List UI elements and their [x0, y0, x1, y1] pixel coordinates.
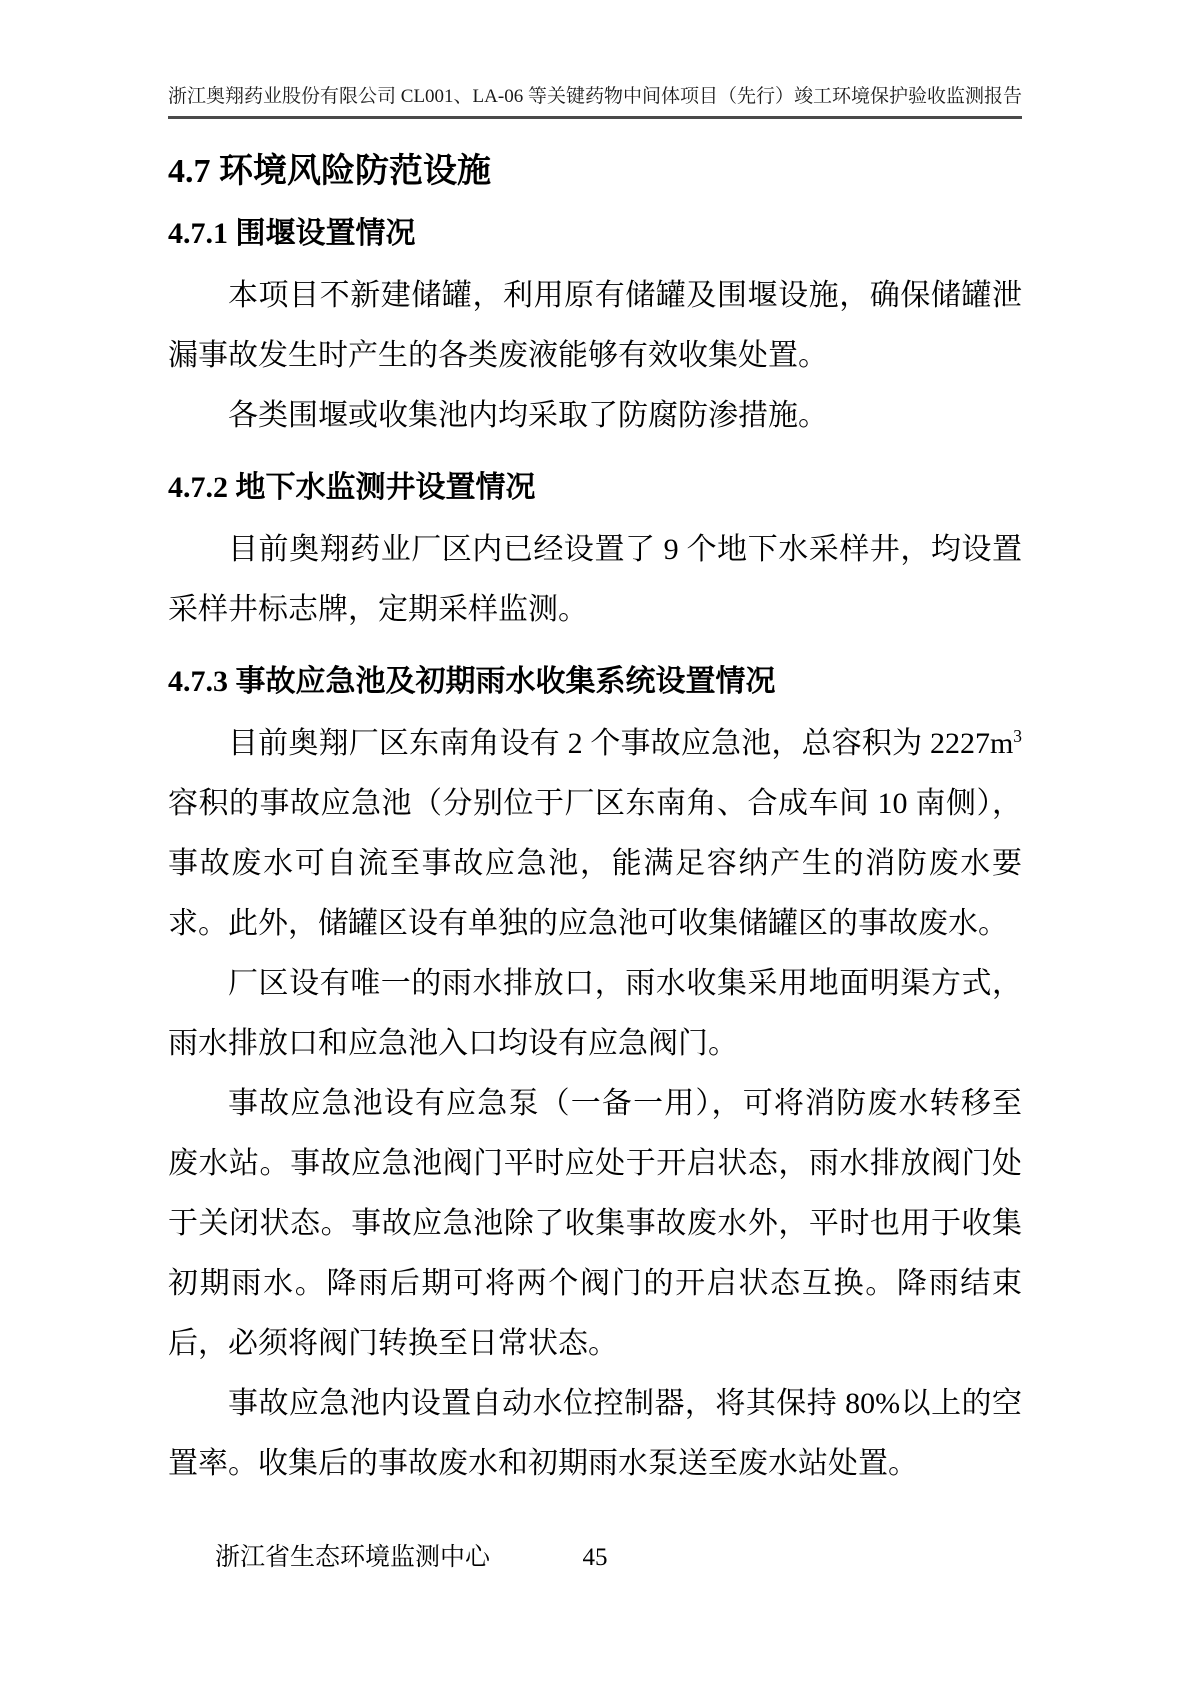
- section-heading-4-7: 4.7 环境风险防范设施: [168, 153, 491, 190]
- section-heading-4-7-2: 4.7.2 地下水监测井设置情况: [168, 471, 536, 504]
- paragraph-text-after-superscript: 容积的事故应急池（分别位于厂区东南角、合成车间 10 南侧），事故废水可自流至事故应急池，能满足容纳产生的消防废水要求。此外，储罐区设有单独的应急池可收集储罐区的事故废水。: [168, 787, 1022, 940]
- paragraph-emergency-pump-valves: 事故应急池设有应急泵（一备一用），可将消防废水转移至废水站。事故应急池阀门平时应处于开启状态，雨水排放阀门处于关闭状态。事故应急池除了收集事故废水外，平时也用于收集初期雨水。降雨后期可将两个阀门的开启状态互换。降雨结束后，必须将阀门转换至日常状态。: [168, 1087, 1022, 1360]
- paragraph-rainwater-outlet: 厂区设有唯一的雨水排放口，雨水收集采用地面明渠方式，雨水排放口和应急池入口均设有应急阀门。: [168, 967, 1022, 1060]
- paragraph-anticorrosion: 各类围堰或收集池内均采取了防腐防渗措施。: [228, 399, 828, 432]
- page-number: 45: [582, 1544, 608, 1571]
- page-header: [168, 84, 1022, 119]
- page-footer: [0, 1542, 1190, 1582]
- superscript-cubic-meter: 3: [1013, 726, 1022, 746]
- section-heading-4-7-3: 4.7.3 事故应急池及初期雨水收集系统设置情况: [168, 665, 776, 698]
- header-title: 浙江奥翔药业股份有限公司 CL001、LA-06 等关键药物中间体项目（先行）竣工环境保护验收监测报告: [168, 86, 1022, 107]
- section-heading-4-7-1: 4.7.1 围堰设置情况: [168, 217, 416, 250]
- paragraph-dike-setup: 本项目不新建储罐，利用原有储罐及围堰设施，确保储罐泄漏事故发生时产生的各类废液能够有效收集处置。: [168, 279, 1022, 372]
- document-body: [168, 126, 1022, 1494]
- paragraph-water-level-controller: 事故应急池内设置自动水位控制器，将其保持 80%以上的空置率。收集后的事故废水和初期雨水泵送至废水站处置。: [168, 1387, 1022, 1480]
- paragraph-text-before-superscript: 目前奥翔厂区东南角设有 2 个事故应急池，总容积为 2227m: [228, 727, 1014, 760]
- footer-organization: 浙江省生态环境监测中心: [215, 1544, 491, 1571]
- paragraph-emergency-pools: [168, 714, 1022, 954]
- paragraph-groundwater-wells: 目前奥翔药业厂区内已经设置了 9 个地下水采样井，均设置采样井标志牌，定期采样监测。: [168, 533, 1022, 626]
